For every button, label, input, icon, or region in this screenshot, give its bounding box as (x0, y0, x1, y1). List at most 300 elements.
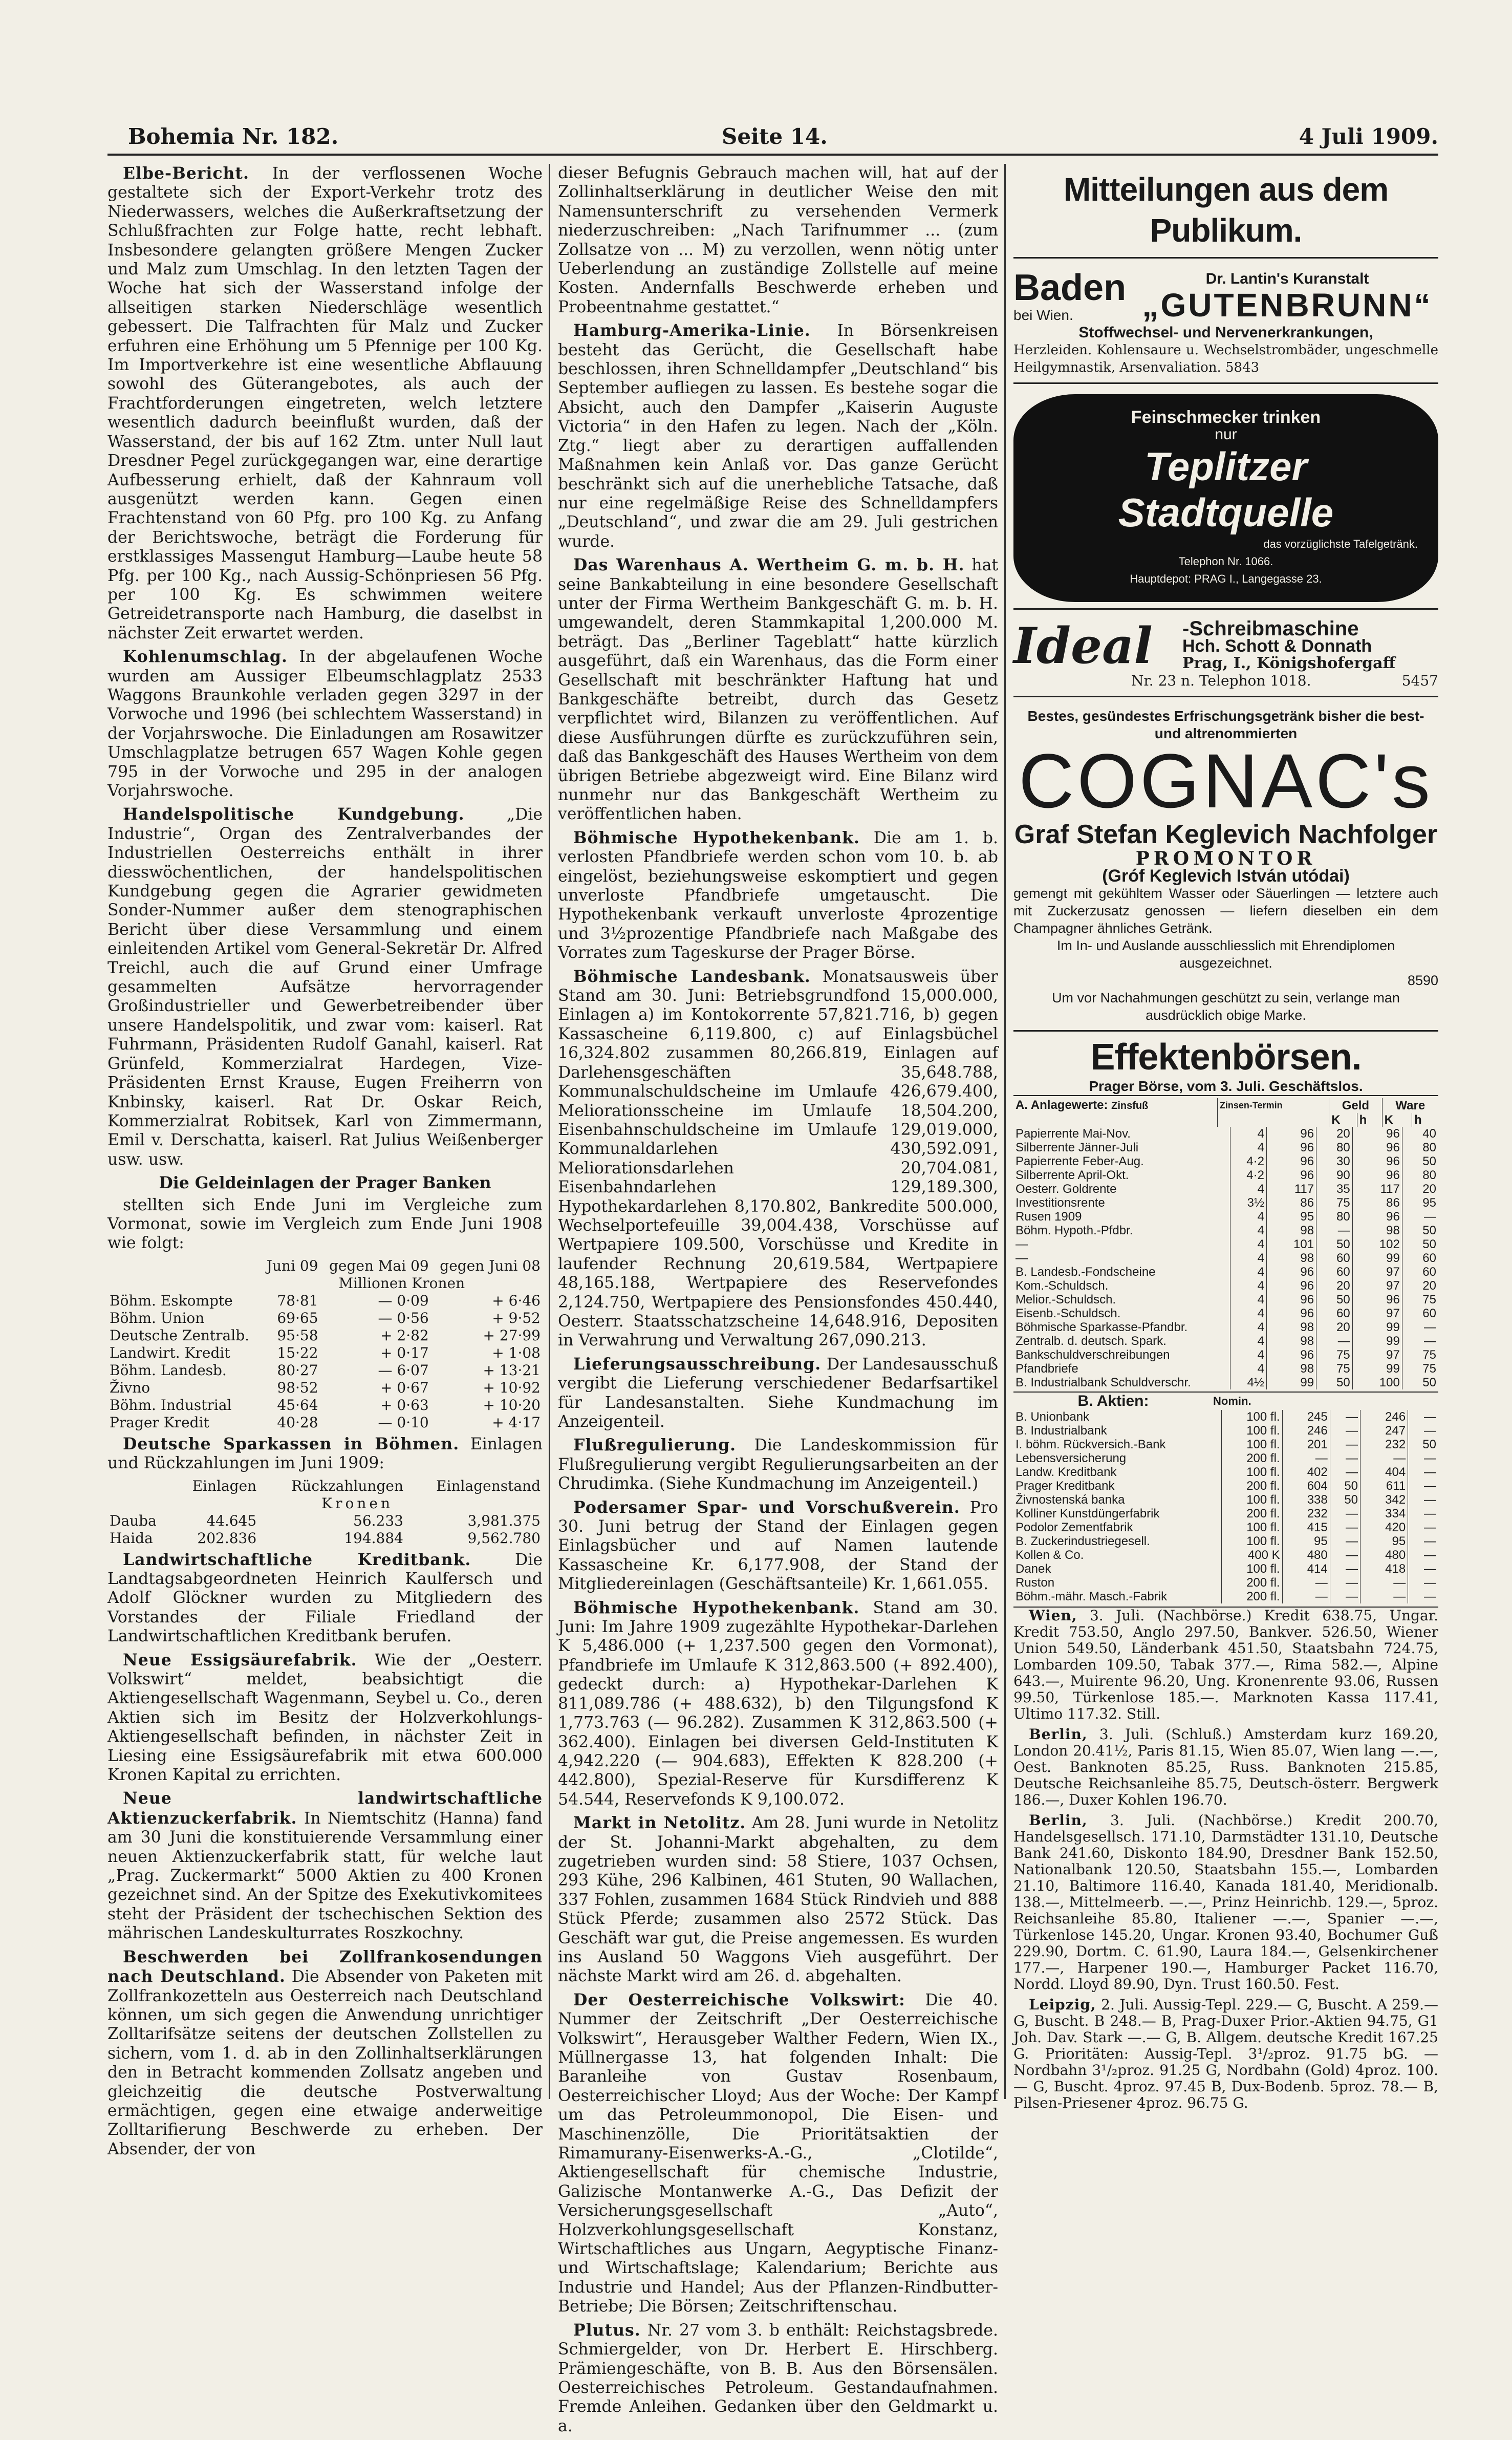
table-cell: 95 (1422, 1196, 1436, 1210)
table-cell: 96 (1352, 1141, 1402, 1154)
table-cell: Böhm. Landesb. (110, 1361, 227, 1379)
report-wien (1013, 1608, 1438, 1722)
article-body: Nr. 27 vom 3. b enthält: Reichstagsbrede. Schmiergelder, von Dr. Herbert E. Hirschberg. Prämiengeschäfte, von B. B. Aus den Börsensälen. Oesterreichisches Petroleum. Gestandaufnahmen. Fremde Anleihen. Gedanken über den Geldmarkt u. a. (558, 2321, 998, 2435)
table-row (1013, 1576, 1438, 1590)
article-body: Monatsausweis über Stand am 30. Juni: Betriebsgrundfond 15,000.000, Einlagen a) im Kontokorrente 57,821.716, b) gegen Kassascheine 6,119.800, c) auf Einlagsbüchel 16,324.802 zusammen 80,266.819, Einlagen auf Darlehensgeschäften 35,648.788, Kommunalschuldscheine im Umlaufe 426,679.400, Meliorationsscheine im Umlaufe 18,504.200, Eisenbahnschuldscheine im Umlaufe 129,019.000, Kommunaldarlehen 430,592.091, Meliorationsdarlehen 20,704.081, Eisenbahndarlehen 129,189.300, Hypothekardarlehen 8,170.802, Bankredite 500.000, Wechselportefeuille 39,004.438, Vorschüsse auf Wertpapiere 109.500, Vorschüsse und Kredite in laufender Rechnung 20,619.584, Wertpapiere 48,165.188, Wertpapiere des Reservefondes 2,124.750, Wertpapiere des Pensionsfondes 450.440, Oesterr. Staatsschatzscheine 14,648.916, Depositen in Verwahrung und Verwaltung 267,090.213. (558, 967, 998, 1350)
article-body: Pro 30. Juni betrug der Stand der Einlagen gegen Einlagsbücher und auf Namen lautende Kassascheine Kr. 6,177.908, der Stand der Mitgliedereinlagen (Geschäftsanteile) Kr. 1,661.055. (558, 1498, 998, 1594)
table-cell: 86 (1266, 1196, 1316, 1210)
article-title: Das Warenhaus A. Wertheim G. m. b. H. (573, 555, 965, 575)
table-header: Einlagen (192, 1477, 257, 1494)
report-title: Wien, (1029, 1607, 1077, 1624)
table-cell: 247 (1360, 1424, 1408, 1438)
table-cell: 44.645 (206, 1512, 257, 1529)
table-row (1013, 1534, 1438, 1548)
table-cell: 56.233 (353, 1512, 403, 1529)
table-cell: — (1424, 1534, 1436, 1548)
article-volkswirt (558, 1990, 998, 2317)
article-body: Die 40. Nummer der Zeitschrift „Der Oesterreichische Volkswirt“, Herausgeber Walther Federn, Wien IX., Müllnergasse 13, hat folgenden Inhalt: Die Baranleihe von Gustav Rosenbaum, Oesterreichischer Lloyd; Aus der Woche: Der Kampf um das Petroleummonopol, Die Eisen- und Maschinenzölle, Die Prioritätsaktien der Rimamurany-Eisenwerks-A.-G., „Clotilde“, Aktiengesellschaft für chemische Industrie, Galizische Montanwerke A.-G., Das Defizit der Versicherungsgesellschaft „Auto“, Holzverkohlungsgesellschaft Konstanz, Wirtschaftliches aus Ungarn, Aegyptische Finanz- und Wirtschaftslage; Kalendarium; Berichte aus Industrie und Handel; Aus der Pflanzen-Rindbutter-Betriebe; Die Börsen; Zeitschriftenschau. (558, 1990, 998, 2316)
table-cell: 30 (1316, 1154, 1353, 1168)
article-land (107, 1550, 543, 1646)
table-cell: Bankschuldverschreibungen (1013, 1348, 1230, 1362)
table-cell: 60 (1316, 1265, 1353, 1279)
table-cell: 100 fl. (1222, 1410, 1283, 1424)
ad-ideal (1013, 615, 1438, 697)
ad-text: Prag, I., Königshofergaff (1182, 654, 1396, 672)
table-cell: 60 (1316, 1307, 1353, 1320)
table-cell: 480 (1360, 1548, 1408, 1562)
table-cell: 100 fl. (1222, 1493, 1283, 1507)
table-cell: — (1360, 1590, 1408, 1603)
table-cell: — (1360, 1451, 1408, 1465)
table-cell: + 2·82 (380, 1326, 429, 1344)
table-cell: — 6·07 (378, 1361, 429, 1379)
table-cell: 90 (1316, 1168, 1353, 1182)
table-header: Ware (1395, 1099, 1425, 1112)
article-title: Böhmische Landesbank. (573, 967, 811, 986)
table-cell: 4 (1230, 1362, 1267, 1376)
table-row (1013, 1451, 1438, 1465)
table-cell: 96 (1266, 1265, 1316, 1279)
table-cell: 98·52 (277, 1379, 318, 1396)
table-cell: Oesterr. Goldrente (1013, 1182, 1230, 1196)
article-title: Landwirtschaftliche Kreditbank. (123, 1550, 471, 1569)
page-number: Seite 14. (722, 124, 828, 149)
table-cell: 201 (1282, 1438, 1330, 1451)
table-cell: 96 (1266, 1168, 1316, 1182)
table-cell: 96 (1352, 1127, 1402, 1141)
table-header: Nomin. (1213, 1395, 1251, 1407)
table-cell: 78·81 (277, 1292, 318, 1309)
ad-brand: Ideal (1013, 617, 1153, 675)
article-body: hat seine Bankabteilung in eine besondere Gesellschaft unter der Firma Wertheim Bankgeschäft G. m. b. H. umgewandelt, deren Stammkapital 1,200.000 M. beträgt. Das „Berliner Tageblatt“ hatte kürzlich ausgeführt, daß ein Warenhaus, das die Form einer Gesellschaft mit beschränkter Haftung hat und Bankgeschäfte betreibt, durch das Gesetz verpflichtet wird, Bilanzen zu veröffentlichen. Auf diese Ausführungen dürfte es zurückzuführen sein, daß das Bankgeschäft des Hauses Wertheim von dem übrigen Betriebe abgezweigt wird. Eine Bilanz wird nunmehr nur das Bankgeschäft Wertheim zu veröffentlichen haben. (558, 556, 999, 824)
table-cell: 60 (1422, 1251, 1436, 1265)
table-cell: 338 (1282, 1493, 1330, 1507)
table-cell: 60 (1422, 1307, 1436, 1320)
ad-text: Im In- und Auslande ausschliesslich mit Ehrendiplomen ausgezeichnet. (1056, 938, 1395, 971)
table-row (1013, 1127, 1438, 1141)
table-cell: + 27·99 (483, 1326, 541, 1344)
article-zucker (107, 1789, 543, 1943)
ad-text: PROMONTOR (1135, 848, 1316, 869)
boerse-reports (1013, 1607, 1438, 2111)
table-cell: — (1424, 1479, 1436, 1493)
table-cell: — (1330, 1507, 1360, 1521)
table-cell: — (1330, 1534, 1360, 1548)
table-cell: Investitionsrente (1013, 1196, 1230, 1210)
table-cell: Böhm. Industrial (110, 1396, 232, 1414)
table-cell: — (1013, 1237, 1230, 1251)
table-row (1013, 1521, 1438, 1534)
column-2 (558, 164, 998, 2440)
table-cell: 99 (1352, 1320, 1402, 1334)
table-cell: 75 (1316, 1196, 1353, 1210)
table-cell: 245 (1282, 1410, 1330, 1424)
table-row (1013, 1548, 1438, 1562)
report-berlin-1 (1013, 1726, 1438, 1808)
table-cell: 96 (1266, 1154, 1316, 1168)
table-cell: 50 (1422, 1237, 1436, 1251)
masthead-left: Bohemia Nr. 182. (128, 124, 339, 149)
effekten-subtitle: Prager Börse, vom 3. Juli. Geschäftslos. (1013, 1078, 1438, 1096)
ad-text: Telephon Nr. 1066. (1178, 555, 1273, 568)
column-rule (1004, 164, 1006, 2099)
table-cell: — (1424, 1465, 1436, 1479)
column-rule (549, 164, 550, 2099)
table-cell: 97 (1352, 1279, 1402, 1293)
table-cell: 200 fl. (1222, 1479, 1283, 1493)
table-row (1013, 1251, 1438, 1265)
table-cell: Böhm.-mähr. Masch.-Fabrik (1013, 1590, 1222, 1603)
article-body: In der abgelaufenen Woche wurden am Aussiger Elbeumschlagplatz 2533 Waggons Braunkohle verladen gegen 3297 in der Vorwoche und 1996 (bei schlechtem Wasserstand) in der Vorjahrswoche. Die Einladungen am Rosawitzer Umschlagplatze betrugen 657 Wagen Kohle gegen 795 in der Vorwoche und 295 in der analogen Vorjahrswoche. (107, 648, 543, 800)
table-cell: 60 (1316, 1251, 1353, 1265)
ad-text: (Gróf Keglevich István utódai) (1102, 866, 1350, 886)
newspaper-page (107, 118, 1439, 2435)
table-cell: Živnostenská banka (1013, 1493, 1222, 1507)
table-row (107, 1512, 543, 1530)
article-body: stellten sich Ende Juni im Vergleiche zum Vormonat, sowie im Vergleich zum Ende Juni 1908 wie folgt: (107, 1195, 543, 1253)
table-cell: — (1360, 1576, 1408, 1590)
table-cell: 80 (1422, 1141, 1436, 1154)
table-row (1013, 1307, 1438, 1320)
table-cell: 100 fl. (1222, 1534, 1283, 1548)
table-cell: 200 fl. (1222, 1590, 1283, 1603)
table-cell: + 0·63 (380, 1396, 429, 1414)
table-row (1013, 1376, 1438, 1389)
report-title: Berlin, (1029, 1812, 1088, 1829)
table-row (107, 1327, 543, 1344)
table-cell: — 0·56 (378, 1309, 429, 1326)
article-body: In Niemtschitz (Hanna) fand am 30 Juni die konstituierende Versammlung einer neuen Aktienzuckerfabrik statt, für welche laut „Prag. Zuckermarkt“ 5000 Aktien zu 400 Kronen gezeichnet sind. An der Spitze des Exekutivkomitees steht der Präsident der tschechischen Sektion des mährischen Landeskulturrates Roszkochny. (107, 1809, 543, 1943)
article-title: Markt in Netolitz. (573, 1813, 746, 1833)
table-cell: + 0·67 (380, 1379, 429, 1396)
table-cell: Rusen 1909 (1013, 1210, 1230, 1224)
table-row (1013, 1562, 1438, 1576)
table-row (107, 1362, 543, 1379)
table-row (1013, 1141, 1438, 1154)
table-unit: Kronen (321, 1494, 393, 1512)
table-cell: 96 (1352, 1168, 1402, 1182)
table-cell: 246 (1360, 1410, 1408, 1424)
table-cell: 80 (1316, 1141, 1353, 1154)
table-cell: Ruston (1013, 1576, 1222, 1590)
table-cell: 4 (1230, 1127, 1267, 1141)
table-cell: 50 (1316, 1293, 1353, 1307)
table-cell: Prager Kreditbank (1013, 1479, 1222, 1493)
ad-brand: COGNAC's (1018, 738, 1433, 824)
table-cell: 40 (1422, 1127, 1436, 1141)
table-cell: B. Industrialbank Schuldverschr. (1013, 1376, 1230, 1389)
table-cell: Živno (110, 1379, 150, 1396)
table-cell: 75 (1422, 1362, 1436, 1376)
table-cell: + 0·17 (380, 1344, 429, 1361)
table-cell: 96 (1352, 1293, 1402, 1307)
table-cell: 4½ (1230, 1376, 1267, 1389)
ad-subtitle: bei Wien. (1013, 307, 1073, 323)
table-cell: — (1013, 1251, 1230, 1265)
ad-subtitle: Dr. Lantin's Kuranstalt (1205, 270, 1369, 287)
page-header (107, 118, 1438, 156)
article-landesbank (558, 967, 998, 1351)
table-cell: 96 (1352, 1154, 1402, 1168)
table-cell: + 10·92 (483, 1379, 541, 1396)
ad-number: 5457 (1401, 672, 1438, 689)
table-row (1013, 1182, 1438, 1196)
article-essig (107, 1651, 543, 1785)
table-cell: 50 (1330, 1493, 1360, 1507)
table-cell: Danek (1013, 1562, 1222, 1576)
article-body: In der verflossenen Woche gestaltete sich der Export-Verkehr trotz des Niederwassers, welches die Außerkraftsetzung der Schlußfrachten zur Folge hatte, recht lebhaft. Insbesondere gelangten größere Mengen Zucker und Malz zum Umschlag. In den letzten Tagen der Woche hat sich der Wasserstand infolge der allseitigen starken Niederschläge wesentlich gebessert. Die Talfrachten für Malz und Zucker erfuhren eine Erhöhung um 5 Pfennige per 100 Kg. Im Importverkehre ist eine wesentliche Abflauung sowohl des Güterangebotes, als auch der Frachtforderungen eingetreten, welch letztere wesentlich dadurch beeinflußt wurden, daß der Wasserstand, der bis auf 162 Ztm. unter Null laut Dresdner Pegel zurückgegangen war, eine derartige Aufbesserung erhielt, daß der Kahnraum voll ausgenützt werden kann. Gegen einen Frachtenstand von 60 Pfg. pro 100 Kg. zu Anfang der Berichtswoche, beträgt die Forderung für erstklassiges Massengut Hamburg—Laube heute 58 Pfg. per 100 Kg., nach Aussig-Schönpriesen 56 Pfg. per 100 Kg. Es schwimmen weitere Getreidetransporte nach Hamburg, die daselbst in nächster Zeit erwartet werden. (107, 164, 543, 643)
article-kohlen (107, 647, 543, 801)
table-cell: 95 (1282, 1534, 1330, 1548)
table-cell: 3,981.375 (467, 1512, 541, 1529)
table-cell: 50 (1422, 1376, 1436, 1389)
table-row (1013, 1465, 1438, 1479)
table-cell: + 10·20 (483, 1396, 541, 1414)
article-body: Die Landeskommission für Flußregulierung vergibt Regulierungsarbeiten an der Chrudimka. (Siehe Kundmachung im Anzeigenteil.) (558, 1436, 999, 1493)
article-fluss (558, 1436, 998, 1493)
table-cell: 20 (1316, 1320, 1353, 1334)
table-cell: 97 (1352, 1348, 1402, 1362)
table-cell: — (1282, 1451, 1330, 1465)
table-cell: 95·58 (277, 1326, 318, 1344)
report-title: Leipzig, (1029, 1996, 1096, 2013)
table-cell: 4 (1230, 1279, 1267, 1293)
table-cell: 50 (1422, 1438, 1436, 1451)
table-unit: Millionen Kronen (338, 1274, 465, 1292)
article-hypothek-2 (558, 1598, 998, 1809)
table-header: K (1382, 1113, 1412, 1127)
table-cell: Lebensversicherung (1013, 1451, 1222, 1465)
report-body: 3. Juli. (Schluß.) Amsterdam kurz 169.20, London 20.41½, Paris 81.15, Wien 85.07, Wien lang —.—, Oest. Banknoten 85.25, Russ. Banknoten 215.85, Deutsche Reichsanleihe 85.75, Deutsch-österr. Bergwerk 186.—, Duxer Kohlen 196.70. (1013, 1726, 1438, 1808)
article-body: Einlagen und Rückzahlungen im Juni 1909: (107, 1435, 543, 1473)
table-cell: — (1330, 1576, 1360, 1590)
table-header (1013, 1098, 1217, 1113)
table-cell: 117 (1266, 1182, 1316, 1196)
table-cell: 99 (1266, 1376, 1316, 1389)
effekten-heading: Effektenbörsen. (1090, 1037, 1362, 1078)
table-row (107, 1414, 543, 1431)
table-cell: 4 (1230, 1251, 1267, 1265)
article-body: dieser Befugnis Gebrauch machen will, hat auf der Zollinhaltserklärung in deutlicher Weise den mit Namensunterschrift zu versehenden Vermerk niederzuschreiben: „Nach Tarifnummer ... (zum Zollsatze von ... M) zu verzollen, wenn nötig unter Ueberlendung an zuständige Zollstelle auf meine Kosten. Andernfalls Beschwerde erheben und Probeentnahme gestattet.“ (558, 164, 998, 316)
article-title: Hamburg-Amerika-Linie. (573, 321, 811, 340)
table-cell: 50 (1422, 1154, 1436, 1168)
table-row (1013, 1410, 1438, 1424)
table-row (107, 1397, 543, 1414)
issue-date: 4 Juli 1909. (1299, 124, 1438, 149)
table-cell: 50 (1422, 1224, 1436, 1237)
table-row (1013, 1590, 1438, 1603)
table-cell: 9,562.780 (467, 1529, 541, 1547)
table-cell: 80 (1422, 1168, 1436, 1182)
table-row (1013, 1348, 1438, 1362)
article-title: Beschwerden bei Zollfrankosendungen nach Deutschland. (107, 1947, 543, 1986)
table-row (107, 1344, 543, 1362)
table-cell: 4 (1230, 1334, 1267, 1348)
table-cell: 4 (1230, 1307, 1267, 1320)
table-row (1013, 1424, 1438, 1438)
table-cell: Melior.-Schuldsch. (1013, 1293, 1230, 1307)
table-cell: — (1330, 1521, 1360, 1534)
table-header: B. Aktien: (1077, 1393, 1149, 1409)
article-title: Lieferungsausschreibung. (573, 1354, 822, 1374)
table-cell: — (1330, 1465, 1360, 1479)
table-cell: 98 (1266, 1362, 1316, 1376)
report-body: 2. Juli. Aussig-Tepl. 229.— G, Buscht. A 259.— G, Buscht. B 248.— B, Prag-Duxer Prior.-Aktien 94.75, G1 Joh. Dav. Stark —.— G, B. Allgem. deutsche Kredit 167.25 G. Prioritäten: Aussig-Tepl. 3¹/₂proz. 91.75 bG. — Nordbahn 3¹/₂proz. 91.25 G, Nordbahn (Gold) 4proz. 100.— G, Buscht. 4proz. 97.45 B, Dux-Bodenb. 5proz. 78.— B, Pilsen-Priesener 4proz. 96.75 G. (1013, 1996, 1439, 2111)
article-title: Plutus. (573, 2320, 641, 2340)
table-cell: 4 (1230, 1237, 1267, 1251)
ad-brand: Teplitzer Stadtquelle (1118, 444, 1334, 535)
table-header: h (1357, 1113, 1382, 1127)
table-cell: — (1316, 1224, 1353, 1237)
table-cell: 102 (1352, 1237, 1402, 1251)
article-plutus (558, 2321, 998, 2436)
table-cell: 98 (1266, 1251, 1316, 1265)
table-cell: Eisenb.-Schuldsch. (1013, 1307, 1230, 1320)
table-cell: 4 (1230, 1182, 1267, 1196)
table-cell: 200 fl. (1222, 1576, 1283, 1590)
table-cell: — (1282, 1590, 1330, 1603)
table-cell: Böhm. Hypoth.-Pfdbr. (1013, 1224, 1230, 1237)
table-cell: 20 (1316, 1127, 1353, 1141)
article-title: Neue Essigsäurefabrik. (123, 1650, 357, 1670)
table-cell: — (1424, 1493, 1436, 1507)
article-title: Der Oesterreichische Volkswirt: (573, 1990, 905, 2009)
table-cell: 4·2 (1230, 1168, 1267, 1182)
table-cell: 100 fl. (1222, 1465, 1283, 1479)
table-cell: 4·2 (1230, 1154, 1267, 1168)
table-cell: — (1424, 1334, 1436, 1348)
article-title: Böhmische Hypothekenbank. (573, 828, 860, 847)
table-cell: — (1424, 1548, 1436, 1562)
article-body: Die Landtagsabgeordneten Heinrich Kaulfersch und Adolf Glöckner wurden zu Mitgliedern des Vorstandes der Filiale Friedland der Landwirtschaftlichen Kreditbank berufen. (107, 1550, 543, 1646)
spark-table (107, 1478, 543, 1547)
article-body: Am 28. Juni wurde in Netolitz der St. Johanni-Markt abgehalten, zu dem zugetrieben wurden sind: 58 Stiere, 1037 Ochsen, 293 Kühe, 296 Kalbinen, 461 Stuten, 90 Wallachen, 337 Fohlen, zusammen 1684 Stück Rindvieh und 888 Stück Pferde; zusammen also 2572 Stück. Das Geschäft war gut, die Preise angemessen. Es wurden ins Ausland 50 Waggons Vieh ausgeführt. Der nächste Markt wird am 26. d. abgehalten. (558, 1814, 998, 1986)
table-cell: Kolliner Kunstdüngerfabrik (1013, 1507, 1222, 1521)
table-cell: 96 (1266, 1293, 1316, 1307)
table-cell: 97 (1352, 1307, 1402, 1320)
article-title: Kohlenumschlag. (123, 647, 288, 667)
table-cell: 100 (1352, 1376, 1402, 1389)
table-row (1013, 1154, 1438, 1168)
article-title: Die Geldeinlagen der Prager Banken (159, 1173, 491, 1193)
column-1 (107, 164, 543, 2163)
table-cell: Haida (110, 1529, 153, 1547)
table-row (107, 1379, 543, 1397)
table-cell: Podolor Zementfabrik (1013, 1521, 1222, 1534)
table-cell: 194.884 (344, 1529, 403, 1547)
report-leipzig (1013, 1997, 1438, 2111)
ad-text: Nr. 23 n. Telephon 1018. (1131, 672, 1311, 689)
table-cell: 98 (1266, 1320, 1316, 1334)
table-cell: B. Landesb.-Fondscheine (1013, 1265, 1230, 1279)
table-cell: 45·64 (277, 1396, 318, 1414)
table-cell: — (1424, 1210, 1436, 1224)
ad-text: Um vor Nachahmungen geschützt zu sein, verlange man ausdrücklich obige Marke. (1052, 990, 1400, 1023)
table-cell: + 4·17 (492, 1414, 541, 1431)
stock-table-a-body (1013, 1127, 1438, 1389)
table-row (1013, 1493, 1438, 1507)
report-body: 3. Juli. (Nachbörse.) Kredit 638.75, Ungar. Kredit 753.50, Anglo 297.50, Bankver. 526.50, Wiener Union 549.50, Länderbank 451.50, Staatsbahn 724.75, Lombarden 109.50, Tabak 377.—, Rima 582.—, Alpine 643.—, Muirente 96.20, Ung. Kronenrente 93.06, Russen 99.50, Türkenlose 185.—. Marknoten Kassa 117.41, Ultimo 117.32. Still. (1013, 1607, 1438, 1722)
table-cell: 342 (1360, 1493, 1408, 1507)
table-cell: 20 (1422, 1279, 1436, 1293)
table-header: Zinsen-Termin (1217, 1098, 1329, 1113)
article-body: Der Landesausschuß vergibt die Lieferung verschiedener Bedarfsartikel für Landesanstalten. Siehe Kundmachung im Anzeigenteil. (558, 1355, 998, 1431)
table-cell: 75 (1316, 1348, 1353, 1362)
table-cell: Silberrente Jänner-Juli (1013, 1141, 1230, 1154)
ad-text: nur (1215, 426, 1237, 443)
article-title: Neue landwirtschaftliche Aktienzuckerfabrik. (107, 1789, 543, 1828)
table-cell: 98 (1266, 1224, 1316, 1237)
article-body: „Die Industrie“, Organ des Zentralverbandes der Industriellen Oesterreichs enthält in ihrer diesswöchentlichen, der handelspolitischen Kundgebung gegen die Agrarier gewidmeten Sonder-Nummer außer dem stenographischen Bericht über diese Versammlung und einem einleitenden Artikel vom General-Sekretär Dr. Alfred Treichl, auch die auf Grund einer Umfrage gesammelten Aufsätze hervorragender Großindustrieller und Gewerbetreibender über unsere Handelspolitik, und zwar vom: kaiserl. Rat Fuhrmann, Präsidenten Rudolf Ganahl, kaiserl. Rat Grünfeld, Kommerzialrat Hardegen, Vize-Präsidenten Ernst Krause, Eugen Freiherrn von Knbinsky, kaiserl. Rat Dr. Oskar Reich, Kommerzialrat Robitsek, Karl von Zimmermann, Emil v. Derschatta, kaiserl. Rat Julius Weißenberger usw. usw. (107, 805, 543, 1169)
article-elbe (107, 164, 543, 643)
ad-place: Baden (1013, 267, 1127, 308)
article-title: Deutsche Sparkassen in Böhmen. (123, 1434, 460, 1453)
table-cell: 96 (1352, 1210, 1402, 1224)
table-cell: Papierrente Feber-Aug. (1013, 1154, 1230, 1168)
table-cell: Zentralb. d. deutsch. Spark. (1013, 1334, 1230, 1348)
article-markt (558, 1813, 998, 1986)
article-body: Wie der „Oesterr. Volkswirt“ meldet, beabsichtigt die Aktiengesellschaft Wagenmann, Seybel u. Co., deren Aktien sich im Besitz der Holzverkohlungs-Aktiengesellschaft befinden, in nächster Zeit in Liesing eine Essigsäurefabrik mit etwa 600.000 Kronen Kapital zu errichten. (107, 1651, 543, 1785)
table-cell: Silberrente April-Okt. (1013, 1168, 1230, 1182)
table-cell: 99 (1352, 1251, 1402, 1265)
stock-table-a (1013, 1098, 1438, 1127)
table-cell: 334 (1360, 1507, 1408, 1521)
table-cell: — (1330, 1451, 1360, 1465)
table-cell: + 9·52 (492, 1309, 541, 1326)
table-cell: — (1316, 1334, 1353, 1348)
table-header: Einlagenstand (436, 1477, 541, 1494)
table-header: K (1329, 1113, 1357, 1127)
table-cell: Pfandbriefe (1013, 1362, 1230, 1376)
table-header: Geld (1329, 1098, 1382, 1113)
table-cell: 20 (1316, 1279, 1353, 1293)
table-cell: 4 (1230, 1293, 1267, 1307)
table-cell: — (1330, 1424, 1360, 1438)
table-cell: 4 (1230, 1320, 1267, 1334)
table-cell: + 13·21 (483, 1361, 541, 1379)
ad-text: Hauptdepot: PRAG I., Langegasse 23. (1130, 572, 1322, 585)
table-cell: 100 fl. (1222, 1521, 1283, 1534)
table-cell: — (1424, 1424, 1436, 1438)
article-title: Podersamer Spar- und Vorschußverein. (573, 1497, 960, 1517)
table-cell: 414 (1282, 1562, 1330, 1576)
ad-title: Graf Stefan Keglevich Nachfolger (1014, 820, 1438, 849)
table-cell: — (1424, 1507, 1436, 1521)
table-cell: 69·65 (277, 1309, 318, 1326)
table-cell: 100 fl. (1222, 1562, 1283, 1576)
table-header: A. Anlagewerte: (1016, 1098, 1108, 1112)
table-row (107, 1310, 543, 1327)
ad-text: Bestes, gesündestes Erfrischungsgetränk bisher die best- und altrenommierten (1027, 708, 1424, 741)
table-cell: Deutsche Zentralb. (110, 1326, 250, 1344)
ad-text: Herzleiden. Kohlensaure u. Wechselstrombäder, ungeschmelle Heilgymnastik, Arsenvaliation. 5843 (1013, 343, 1438, 375)
table-cell: 50 (1316, 1237, 1353, 1251)
table-row (1013, 1265, 1438, 1279)
ad-baden (1013, 264, 1438, 384)
ad-text: gemengt mit gekühltem Wasser oder Säuerlingen — letztere auch mit Zuckerzusatz genossen — liefern dieselben ein dem Champagner ähnliches Getränk. (1013, 886, 1438, 936)
article-body: Stand am 30. Juni: Im Jahre 1909 zugezählte Hypothekar-Darlehen K 5,486.000 (+ 1,237.500 gegen den Vormonat), Pfandbriefe im Umlaufe K 312,863.500 (+ 892.400), gedeckt durch: a) Hypothekar-Darlehen K 811,089.786 (+ 488.632), b) den Tilgungsfond K 1,773.763 (— 96.282). Zusammen K 312,863.500 (+ 362.400). Einlagen bei diversen Geld-Instituten K 4,942.220 (— 904.683), Effekten K 828.200 (+ 442.800), Spezial-Reserve für Kursdifferenz K 54.544, Reservefonds K 9,100.072. (558, 1598, 998, 1809)
table-cell: 99 (1352, 1362, 1402, 1376)
table-cell: 4 (1230, 1265, 1267, 1279)
table-cell: 117 (1352, 1182, 1402, 1196)
table-cell: B. Zuckerindustriegesell. (1013, 1534, 1222, 1548)
table-cell: Böhm. Union (110, 1309, 205, 1326)
article-title: Handelspolitische Kundgebung. (123, 805, 465, 824)
table-cell: 50 (1316, 1376, 1353, 1389)
article-lieferung (558, 1355, 998, 1432)
table-cell: — (1424, 1590, 1436, 1603)
section-title (1013, 164, 1438, 259)
